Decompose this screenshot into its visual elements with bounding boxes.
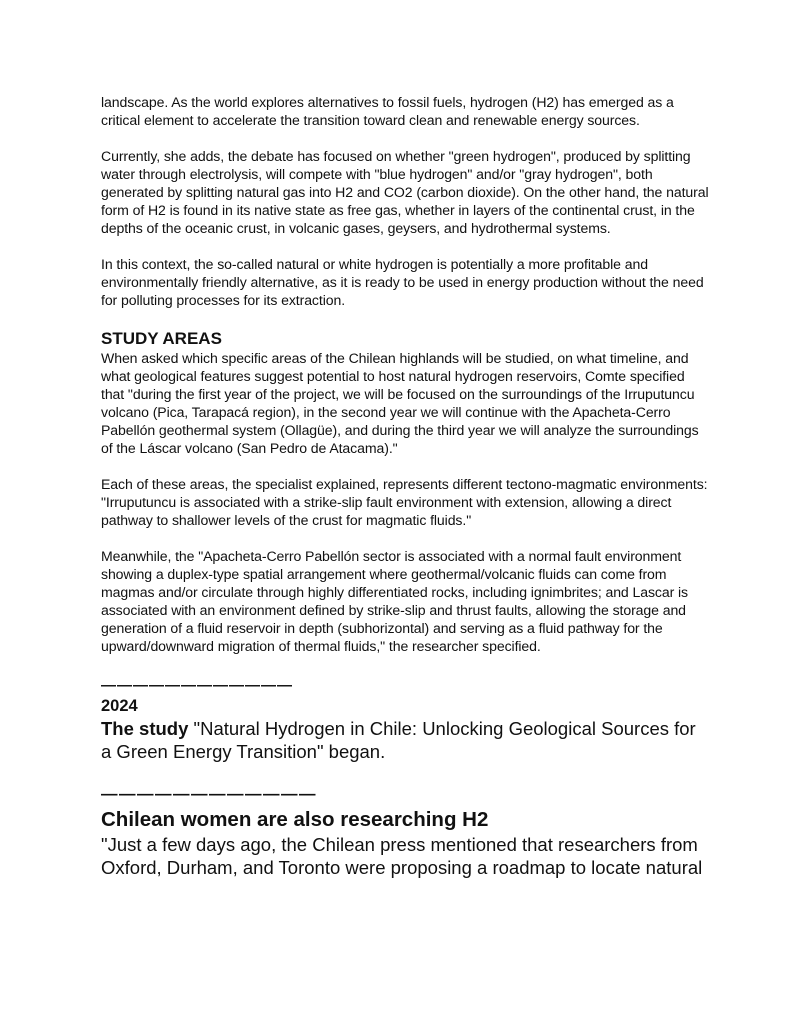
intro-paragraph-1: landscape. As the world explores alternatives to fossil fuels, hydrogen (H2) has emerged as a critical element to accelerate the transition toward clean and renewable energy sources. xyxy=(101,94,674,128)
timeline-block xyxy=(101,677,711,763)
timeline-year: 2024 xyxy=(101,697,138,715)
women-section-text: "Just a few days ago, the Chilean press mentioned that researchers from Oxford, Durham, and Toronto were proposing a roadmap to locate natural xyxy=(101,834,703,878)
study-areas-heading: STUDY AREAS xyxy=(101,329,222,348)
timeline-lead: The study xyxy=(101,718,189,739)
timeline-body: "Natural Hydrogen in Chile: Unlocking Geological Sources for a Green Energy Transition" began. xyxy=(101,718,696,762)
study-areas-paragraph-1: When asked which specific areas of the Chilean highlands will be studied, on what timeline, and what geological features suggest potential to host natural hydrogen reservoirs, Comte specified that "during the first year of the project, we will be focused on the surroundings of the Irruputuncu volcano (Pica, Tarapacá region), in the second year we will continue with the Apacheta-Cerro Pabellón geothermal system (Ollagüe), and during the third year we will analyze the surroundings of the Láscar volcano (San Pedro de Atacama)." xyxy=(101,350,699,456)
article-page xyxy=(101,93,711,879)
intro-paragraph-2: Currently, she adds, the debate has focused on whether "green hydrogen", produced by splitting water through electrolysis, will compete with "blue hydrogen" and/or "gray hydrogen", both generated by splitting natural gas into H2 and CO2 (carbon dioxide). On the other hand, the natural form of H2 is found in its native state as free gas, whether in layers of the continental crust, in the depths of the oceanic crust, in volcanic gases, geysers, and hydrothermal systems. xyxy=(101,148,709,236)
study-areas-paragraph-2: Each of these areas, the specialist explained, represents different tectono-magmatic environments: "Irruputuncu is associated with a strike-slip fault environment with extension, allowing a direct pathway to shallower levels of the crust for magmatic fluids." xyxy=(101,476,708,528)
women-section-heading: Chilean women are also researching H2 xyxy=(101,808,489,831)
timeline-text xyxy=(101,717,711,763)
women-section-divider: ———————————— xyxy=(101,785,317,803)
intro-paragraph-3: In this context, the so-called natural or white hydrogen is potentially a more profitable and environmentally friendly alternative, as it is ready to be used in energy production without the need for polluting processes for its extraction. xyxy=(101,256,704,308)
timeline-divider: ———————————— xyxy=(101,677,293,694)
study-areas-paragraph-3: Meanwhile, the "Apacheta-Cerro Pabellón sector is associated with a normal fault environment showing a duplex-type spatial arrangement where geothermal/volcanic fluids can come from magmas and/or circulate through highly differentiated rocks, including ignimbrites; and Lascar is associated with an environment defined by strike-slip and thrust faults, allowing the storage and generation of a fluid reservoir in depth (subhorizontal) and serving as a fluid pathway for the upward/downward migration of thermal fluids," the researcher specified. xyxy=(101,548,688,654)
women-section xyxy=(101,785,711,879)
